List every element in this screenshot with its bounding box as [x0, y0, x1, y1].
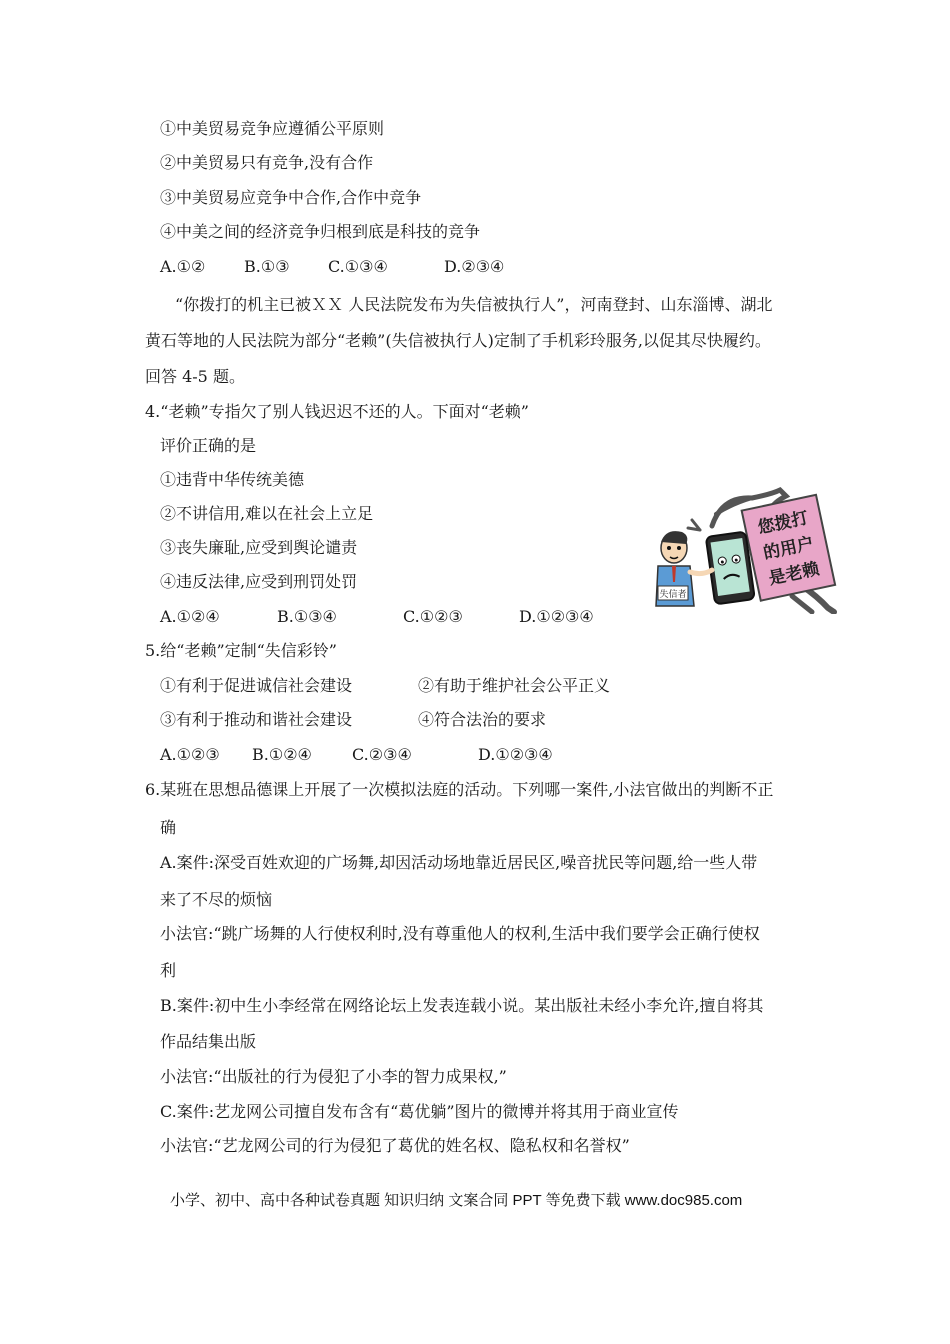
q3-option-b: B.①③: [244, 257, 290, 276]
q5-option-c: C.②③④: [352, 745, 412, 764]
q4-option-d: D.①②③④: [519, 607, 594, 626]
q6-case-b-line-1: B.案件:初中生小李经常在网络论坛上发表连载小说。某出版社未经小李允许,擅自将其: [160, 996, 764, 1015]
q6-case-a-line-2: 来了不尽的烦恼: [160, 890, 273, 909]
q3-statement-4: ④中美之间的经济竞争归根到底是科技的竞争: [160, 222, 481, 241]
q5-option-b: B.①②④: [252, 745, 312, 764]
sign-line-2: 的用户: [761, 533, 816, 564]
q4-stem-1: 4.“老赖”专指欠了别人钱迟迟不还的人。下面对“老赖”: [145, 402, 529, 421]
sign-line-3: 是老赖: [766, 559, 822, 590]
q6-stem-1: 6.某班在思想品德课上开展了一次模拟法庭的活动。下列哪一案件,小法官做出的判断不正: [145, 780, 774, 799]
q4-stem-2: 评价正确的是: [160, 436, 257, 455]
laolai-cartoon-image: [652, 486, 838, 614]
q4-statement-4: ④违反法律,应受到刑罚处罚: [160, 572, 358, 591]
q6-judge-c: 小法官:“艺龙网公司的行为侵犯了葛优的姓名权、隐私权和名誉权”: [160, 1136, 630, 1155]
sign-line-1: 您拨打: [756, 508, 811, 539]
q3-option-a: A.①②: [160, 257, 206, 276]
q5-statement-1: ①有利于促进诚信社会建设: [160, 676, 353, 695]
q3-option-c: C.①③④: [328, 257, 388, 276]
q5-stem: 5.给“老赖”定制“失信彩铃”: [145, 641, 337, 660]
q4-option-c: C.①②③: [403, 607, 463, 626]
q6-judge-a-line-1: 小法官:“跳广场舞的人行使权利时,没有尊重他人的权利,生活中我们要学会正确行使权: [160, 924, 760, 943]
material-line-1: “你拨打的机主已被ＸＸ 人民法院发布为失信被执行人”，河南登封、山东淄博、湖北: [175, 295, 773, 314]
q3-option-d: D.②③④: [444, 257, 505, 276]
q5-option-d: D.①②③④: [478, 745, 553, 764]
q6-case-b-line-2: 作品结集出版: [160, 1032, 257, 1051]
q6-case-a-line-1: A.案件:深受百姓欢迎的广场舞,却因活动场地靠近居民区,噪音扰民等问题,给一些人带: [160, 853, 758, 872]
material-line-2: 黄石等地的人民法院为部分“老赖”(失信被执行人)定制了手机彩玲服务,以促其尽快履约。: [145, 331, 771, 350]
q6-judge-b: 小法官:“出版社的行为侵犯了小李的智力成果权,”: [160, 1067, 507, 1086]
q5-option-a: A.①②③: [160, 745, 220, 764]
q6-stem-2: 确: [160, 818, 177, 837]
q5-statement-3: ③有利于推动和谐社会建设: [160, 710, 353, 729]
page-footer: 小学、初中、高中各种试卷真题 知识归纳 文案合同 PPT 等免费下载 www.doc985.com: [170, 1192, 743, 1209]
q3-statement-3: ③中美贸易应竞争中合作,合作中竞争: [160, 188, 422, 207]
q4-statement-1: ①违背中华传统美德: [160, 470, 305, 489]
q6-case-c: C.案件:艺龙网公司擅自发布含有“葛优躺”图片的微博并将其用于商业宣传: [160, 1102, 679, 1121]
material-line-3: 回答 4-5 题。: [145, 367, 245, 386]
q5-statement-2: ②有助于维护社会公平正义: [418, 676, 611, 695]
q3-statement-2: ②中美贸易只有竞争,没有合作: [160, 153, 374, 172]
q6-judge-a-line-2: 利: [160, 961, 177, 980]
cartoon-tag: 失信者: [659, 590, 687, 600]
q4-statement-3: ③丧失廉耻,应受到舆论谴责: [160, 538, 358, 557]
q5-statement-4: ④符合法治的要求: [418, 710, 547, 729]
q3-statement-1: ①中美贸易竞争应遵循公平原则: [160, 119, 385, 138]
q4-option-a: A.①②④: [160, 607, 220, 626]
q4-option-b: B.①③④: [277, 607, 337, 626]
q4-statement-2: ②不讲信用,难以在社会上立足: [160, 504, 374, 523]
